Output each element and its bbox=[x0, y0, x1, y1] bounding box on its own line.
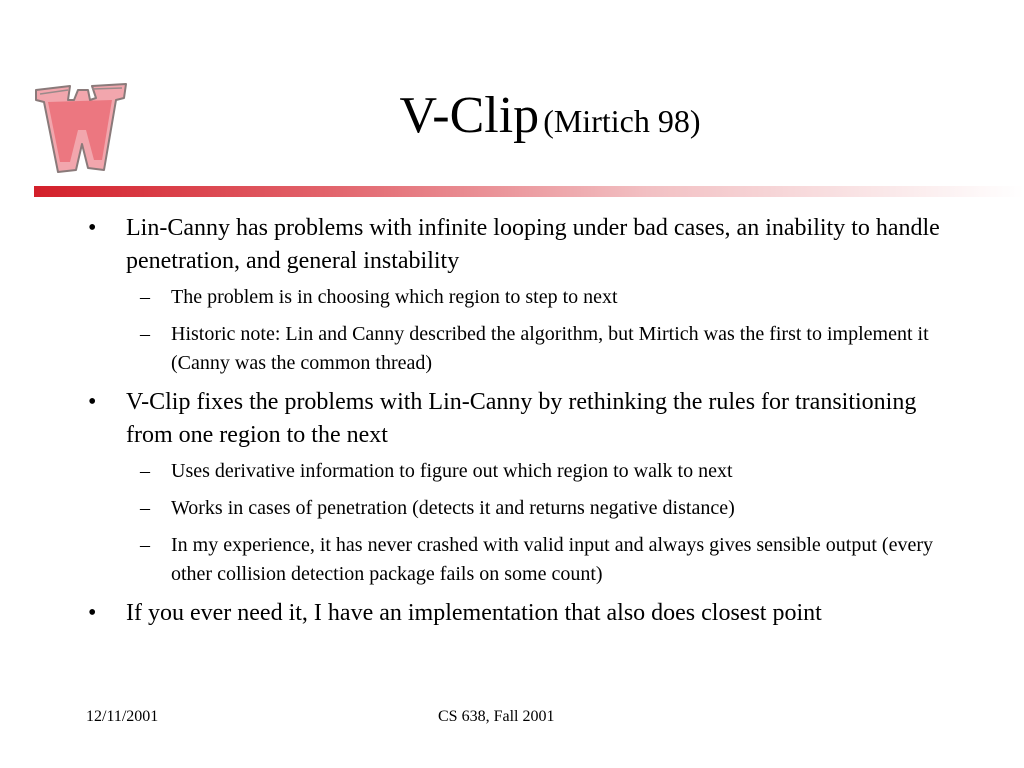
slide-title bbox=[250, 87, 850, 144]
bullet-icon: • bbox=[88, 600, 97, 626]
bullet-item bbox=[0, 597, 1024, 630]
bullet-icon: • bbox=[88, 389, 97, 415]
title-subtitle: (Mirtich 98) bbox=[543, 103, 701, 139]
sub-bullet-text: Uses derivative information to figure out which region to walk to next bbox=[171, 460, 733, 482]
dash-icon: – bbox=[140, 534, 150, 556]
bullet-text: V-Clip fixes the problems with Lin-Canny by rethinking the rules for transitioning from one region to the next bbox=[126, 389, 917, 448]
bullet-text: If you ever need it, I have an implementation that also does closest point bbox=[126, 600, 822, 626]
sub-bullet-item bbox=[0, 494, 1024, 523]
sub-bullet-item bbox=[0, 320, 1024, 378]
bullet-item bbox=[0, 212, 1024, 278]
sub-bullet-item bbox=[0, 531, 1024, 589]
title-main: V-Clip bbox=[399, 87, 540, 144]
bullet-item bbox=[0, 386, 1024, 452]
bullet-text: Lin-Canny has problems with infinite looping under bad cases, an inability to handle penetration, and general instability bbox=[126, 215, 940, 274]
sub-bullet-item bbox=[0, 283, 1024, 312]
title-divider bbox=[34, 186, 1024, 197]
sub-bullet-text: The problem is in choosing which region to step to next bbox=[171, 286, 618, 308]
dash-icon: – bbox=[140, 497, 150, 519]
wisconsin-w-logo-icon bbox=[30, 78, 130, 178]
sub-bullet-text: In my experience, it has never crashed with valid input and always gives sensible output (every other collision detection package fails on some count) bbox=[171, 534, 933, 585]
footer-date: 12/11/2001 bbox=[86, 708, 159, 725]
sub-bullet-text: Works in cases of penetration (detects it and returns negative distance) bbox=[171, 497, 735, 519]
dash-icon: – bbox=[140, 286, 150, 308]
dash-icon: – bbox=[140, 323, 150, 345]
bullet-icon: • bbox=[88, 215, 97, 241]
sub-bullet-text: Historic note: Lin and Canny described the algorithm, but Mirtich was the first to implement it (Canny was the common thread) bbox=[171, 323, 929, 374]
slide-body bbox=[0, 212, 1024, 634]
dash-icon: – bbox=[140, 460, 150, 482]
footer-course: CS 638, Fall 2001 bbox=[438, 708, 555, 725]
sub-bullet-item bbox=[0, 457, 1024, 486]
